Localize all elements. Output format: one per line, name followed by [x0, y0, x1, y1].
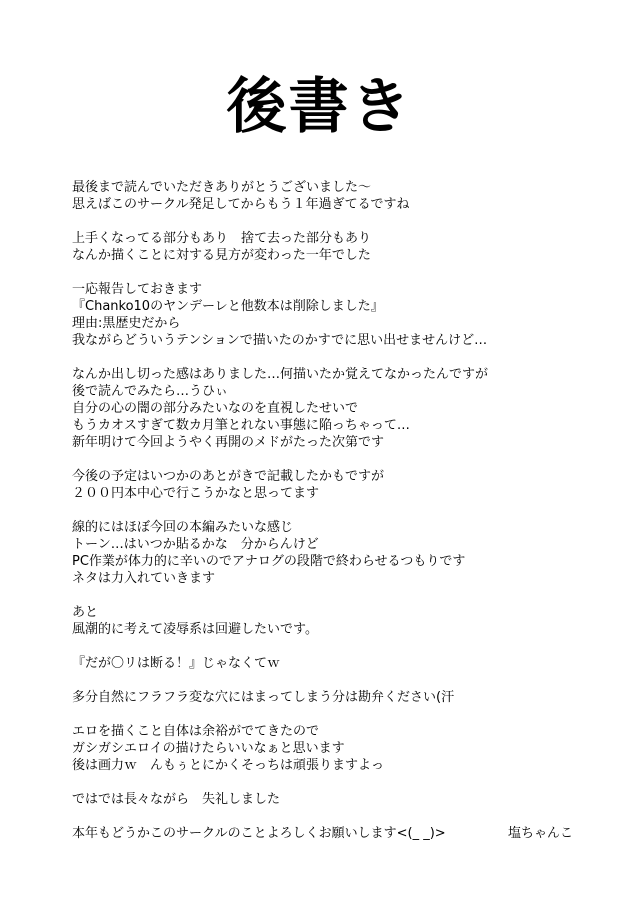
text-line: なんか出し切った感はありました…何描いたか覚えてなかったんですが	[72, 367, 489, 382]
text-line: ガシガシエロイの描けたらいいなぁと思います	[72, 741, 345, 756]
text-line: もうカオスすぎて数カ月筆とれない事態に陥っちゃって…	[72, 418, 410, 433]
paragraph	[72, 179, 612, 213]
text-line: 風潮的に考えて凌辱系は回避したいです。	[72, 622, 318, 637]
text-line: 我ながらどういうテンションで描いたのかすでに思い出せませんけど…	[72, 333, 488, 348]
afterword-body	[72, 179, 612, 842]
paragraph	[72, 604, 612, 638]
paragraph	[72, 468, 612, 502]
text-line: 一応報告しておきます	[72, 282, 203, 297]
text-line: 今後の予定はいつかのあとがきで記載したかもですが	[72, 469, 385, 484]
text-line: あと	[72, 605, 99, 620]
text-line: 『だが〇リは断る！』じゃなくてｗ	[72, 656, 281, 671]
paragraph	[72, 791, 612, 808]
text-line: ではでは長々ながら 失礼しました	[72, 792, 281, 807]
closing-line	[72, 825, 612, 842]
paragraph	[72, 655, 612, 672]
paragraph	[72, 723, 612, 774]
text-line: 思えばこのサークル発足してからもう１年過ぎてるですね	[72, 197, 410, 212]
text-line: 『Chanko10のヤンデーレと他数本は削除しました』	[72, 299, 384, 314]
text-line: ネタは力入れていきます	[72, 571, 216, 586]
text-line: ２００円本中心で行こうかなと思ってます	[72, 486, 320, 501]
text-line: 後は画力ｗ んもぅとにかくそっちは頑張りますよっ	[72, 758, 385, 773]
text-line: トーン…はいつか貼るかな 分からんけど	[72, 537, 319, 552]
text-line: エロを描くこと自体は余裕がでてきたので	[72, 724, 320, 739]
text-line: PC作業が体力的に辛いのでアナログの段階で終わらせるつもりです	[72, 554, 466, 569]
text-line: 理由:黒歴史だから	[72, 316, 181, 331]
text-line: 新年明けて今回ようやく再開のメドがたった次第です	[72, 435, 385, 450]
page-title: 後書き	[226, 72, 413, 142]
text-line: 上手くなってる部分もあり 捨て去った部分もあり	[72, 231, 372, 246]
text-line: 後で読んでみたら…うひぃ	[72, 384, 229, 399]
text-line: 線的にはほぼ今回の本編みたいな感じ	[72, 520, 294, 535]
paragraph	[72, 366, 612, 451]
text-line: 最後まで読んでいただきありがとうございました～	[72, 180, 372, 195]
paragraph	[72, 689, 612, 706]
text-line: なんか描くことに対する見方が変わった一年でした	[72, 248, 371, 263]
text-line: 自分の心の闇の部分みたいなのを直視したせいで	[72, 401, 359, 416]
text-line: 多分自然にフラフラ変な穴にはまってしまう分は勘弁ください(汗	[72, 690, 455, 705]
closing-text: 本年もどうかこのサークルのことよろしくお願いします<(_ _)>	[72, 826, 446, 841]
paragraph	[72, 281, 612, 349]
paragraph	[72, 519, 612, 587]
paragraph	[72, 230, 612, 264]
author-signature: 塩ちゃんこ	[508, 826, 574, 841]
